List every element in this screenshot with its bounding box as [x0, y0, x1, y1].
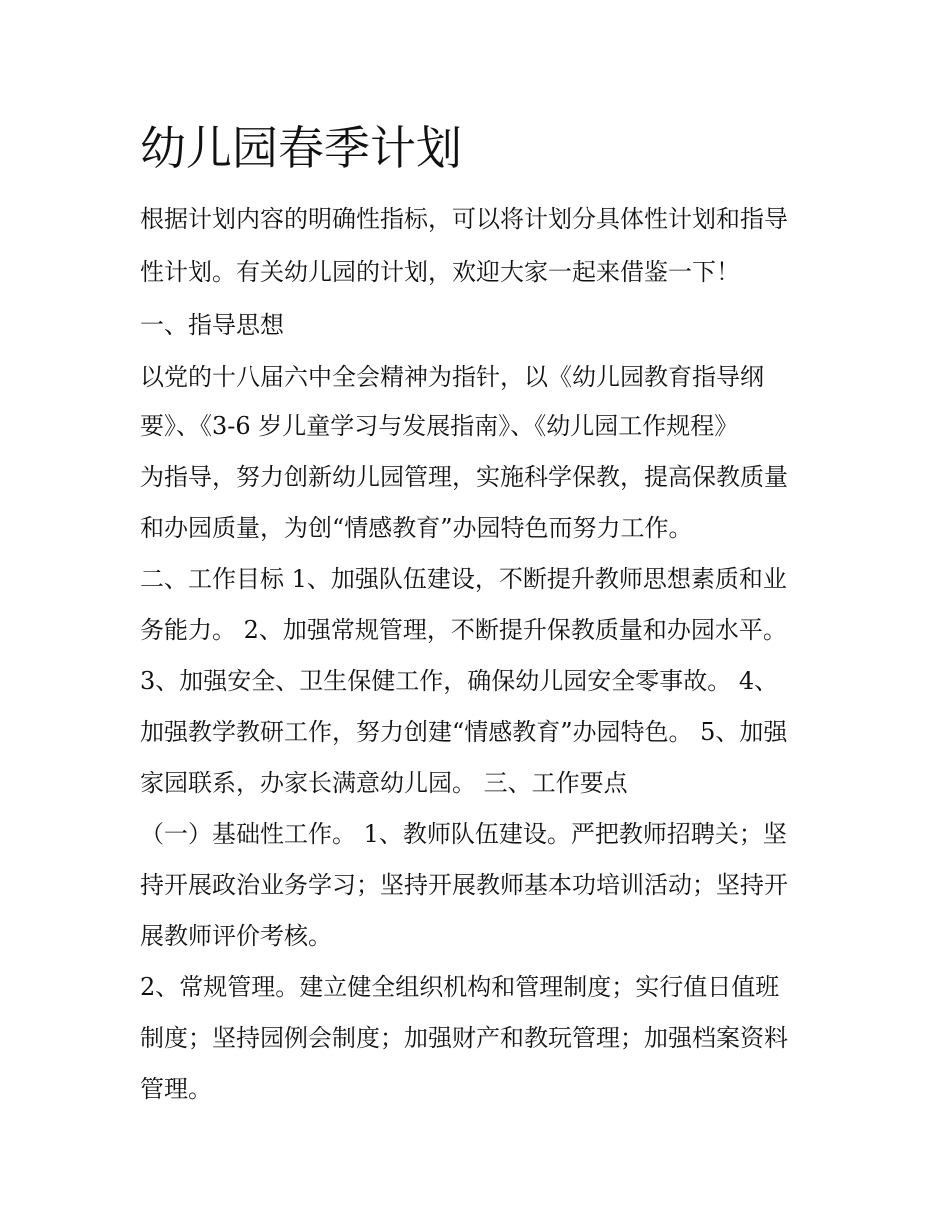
text-line: 要》、《3-6 岁儿童学习与发展指南》、《幼儿园工作规程》 — [140, 412, 739, 440]
text-line: （一）基础性工作。 1、教师队伍建设。严把教师招聘关；坚 — [140, 820, 787, 848]
text-line: 性计划。有关幼儿园的计划，欢迎大家一起来借鉴一下！ — [140, 258, 740, 286]
text-line: 家园联系，办家长满意幼儿园。 三、工作要点 — [140, 769, 628, 797]
text-line: 和办园质量，为创“情感教育”办园特色而努力工作。 — [140, 514, 693, 542]
section-heading: 一、指导思想 — [140, 311, 284, 339]
text-line: 展教师评价考核。 — [140, 922, 332, 950]
text-line: 加强教学教研工作，努力创建“情感教育”办园特色。 5、加强 — [140, 718, 788, 746]
text-line: 2、常规管理。建立健全组织机构和管理制度；实行值日值班 — [140, 973, 780, 1001]
text-line: 二、工作目标 1、加强队伍建设，不断提升教师思想素质和业 — [140, 565, 787, 593]
text-line: 根据计划内容的明确性指标，可以将计划分具体性计划和指导 — [140, 205, 788, 233]
text-line: 为指导，努力创新幼儿园管理，实施科学保教，提高保教质量 — [140, 463, 788, 491]
text-line: 管理。 — [140, 1075, 212, 1103]
text-line: 务能力。 2、加强常规管理，不断提升保教质量和办园水平。 — [140, 616, 787, 644]
text-line: 制度；坚持园例会制度；加强财产和教玩管理；加强档案资料 — [140, 1024, 788, 1052]
text-line: 3、加强安全、卫生保健工作，确保幼儿园安全零事故。 4、 — [140, 667, 779, 695]
text-line: 持开展政治业务学习；坚持开展教师基本功培训活动；坚持开 — [140, 871, 788, 899]
text-line: 以党的十八届六中全会精神为指针，以《幼儿园教育指导纲 — [140, 363, 764, 391]
document-title: 幼儿园春季计划 — [140, 121, 462, 175]
